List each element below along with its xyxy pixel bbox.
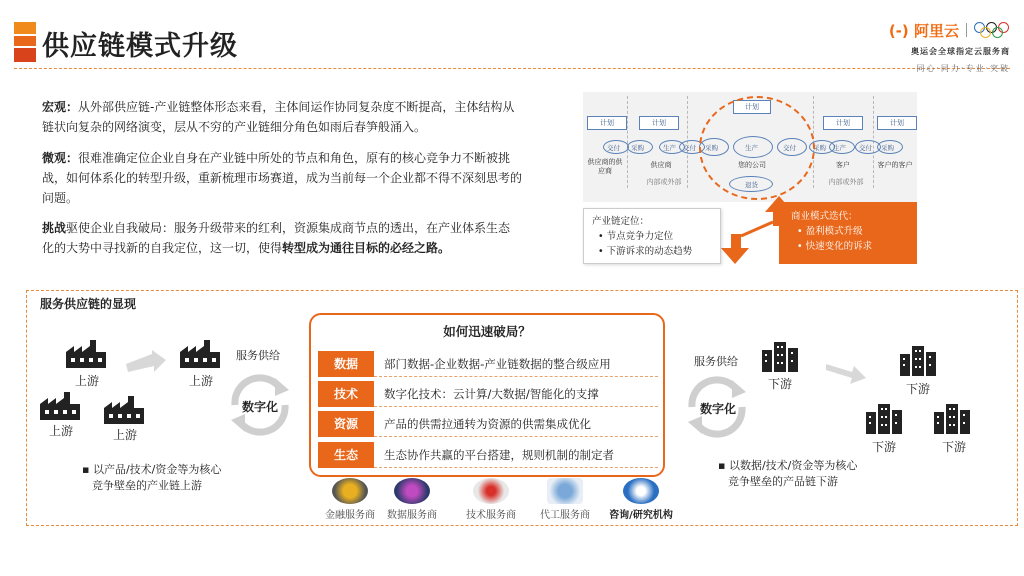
title-accent-mark <box>14 22 36 62</box>
provider-finance: 金融服务商 <box>305 478 395 521</box>
upstream-label-4: 上游 <box>113 428 138 442</box>
micro-paragraph: 微观：很难准确定位企业自身在产业链中所处的节点和角色，原有的核心竞争力不断被挑战，如何体系化的转型升级，重新梳理市场赛道，成为当前每一个企业都不得不深刻思考的问题。 <box>42 151 523 205</box>
olympic-rings-icon <box>974 22 1010 38</box>
label-supplier-supplier: 供应商的供应商 <box>587 158 623 175</box>
return-label: 退货 <box>745 181 758 189</box>
downstream-label-2: 下游 <box>906 382 931 396</box>
arrow-right-icon <box>126 350 166 374</box>
aliyun-logo: (-) 阿里云 <box>888 21 959 40</box>
factory-icon <box>40 392 80 420</box>
service-supply-label-left: 服务供给 <box>236 349 280 362</box>
provider-data: 数据服务商 <box>367 478 457 521</box>
factory-icon <box>66 340 106 368</box>
brand-tagline: 奥运会全球指定云服务商 <box>911 47 1010 56</box>
provider-oem: 代工服务商 <box>520 478 610 521</box>
title-divider <box>14 68 1010 69</box>
plan-box-3: 计划 <box>733 100 771 114</box>
plan-box-5: 计划 <box>877 116 917 130</box>
building-icon <box>762 342 798 372</box>
label-supplier: 供应商 <box>650 161 672 169</box>
brand-separator <box>966 23 967 37</box>
plan-box-1: 计划 <box>587 116 627 130</box>
downstream-label-4: 下游 <box>942 440 967 454</box>
strategy-row-ecosystem: 生态 生态协作共赢的平台搭建，规则机制的制定者 <box>318 442 658 468</box>
challenge-paragraph: 挑战驱使企业自我破局：服务升级带来的红利，资源集成商节点的透出，在产业体系生态化的大势中寻找新的自我定位，这一切，使得转型成为通往目标的必经之路。 <box>42 221 511 255</box>
label-internal-external-right: 内部或外部 <box>828 178 864 186</box>
downstream-label-3: 下游 <box>872 440 897 454</box>
plan-box-2: 计划 <box>639 116 679 130</box>
upstream-note: ▪ 以产品/技术/资金等为核心 竞争壁垒的产业链上游 <box>82 463 222 492</box>
strategy-row-resource: 资源 产品的供需拉通转为资源的供需集成优化 <box>318 411 658 437</box>
strategy-row-tech: 技术 数字化技术：云计算/大数据/智能化的支撑 <box>318 381 658 407</box>
business-model-callout: 商业模式迭代： • 盈利模式升级 • 快速变化的诉求 <box>779 202 917 264</box>
brand-block <box>880 20 1010 74</box>
brand-slogan: 同心·同力·专业·突破 <box>916 64 1010 73</box>
service-supply-label-right: 服务供给 <box>694 355 738 368</box>
factory-icon <box>180 340 220 368</box>
digitize-label-left: 数字化 <box>242 400 279 414</box>
provider-consulting: 咨询/研究机构 <box>596 478 686 521</box>
factory-icon <box>104 396 144 424</box>
factory-service-icon <box>547 478 583 504</box>
digitize-label-right: 数字化 <box>700 402 737 416</box>
label-internal-external-left: 内部或外部 <box>646 178 682 186</box>
upstream-label-2: 上游 <box>189 374 214 388</box>
arrow-right-icon <box>826 358 866 384</box>
downstream-label-1: 下游 <box>768 377 793 391</box>
label-customer-customer: 客户的客户 <box>877 161 913 169</box>
label-customer: 客户 <box>836 161 850 169</box>
data-icon <box>394 478 430 504</box>
upstream-label-3: 上游 <box>49 424 74 438</box>
industry-position-callout: 产业链定位： • 节点竞争力定位 • 下游诉求的动态趋势 <box>583 208 721 264</box>
strategy-row-data: 数据 部门数据-企业数据-产业链数据的整合级应用 <box>318 351 658 377</box>
focus-dashed-circle <box>699 96 815 200</box>
tech-icon <box>473 478 509 504</box>
building-icon <box>900 346 936 376</box>
supply-chain-diagram: 计划 计划 计划 计划 计划 交付 采购 生产 交付 采购 生产 交付 采购 生产 交付 采购 供应商的供应商 供应商 您的公司 客户 客户的客户 内部或外部 内部或外部 退货 产业链定位： • 节点竞争力定位 • 下游诉求的动态趋势 商业模式迭代： • 盈利模式升级 • 快速变化的诉求 <box>583 92 917 264</box>
provider-tech: 技术服务商 <box>446 478 536 521</box>
downstream-note: ▪ 以数据/技术/资金等为核心 竞争壁垒的产品链下游 <box>718 459 858 488</box>
upstream-label-1: 上游 <box>75 374 100 388</box>
macro-paragraph: 宏观：从外部供应链-产业链整体形态来看，主体间运作协同复杂度不断提高，主体结构从链状向复杂的网络演变，层从不穷的产业链细分角色如雨后春笋般涌入。 <box>42 100 515 134</box>
consulting-icon <box>623 478 659 504</box>
plan-box-4: 计划 <box>823 116 863 130</box>
page-title: 供应链模式升级 <box>42 31 238 62</box>
finance-icon <box>332 478 368 504</box>
building-icon <box>866 404 902 434</box>
building-icon <box>934 404 970 434</box>
breakthrough-title: 如何迅速破局？ <box>443 324 531 339</box>
label-your-company: 您的公司 <box>738 161 766 169</box>
panel-title: 服务供应链的显现 <box>40 297 137 311</box>
